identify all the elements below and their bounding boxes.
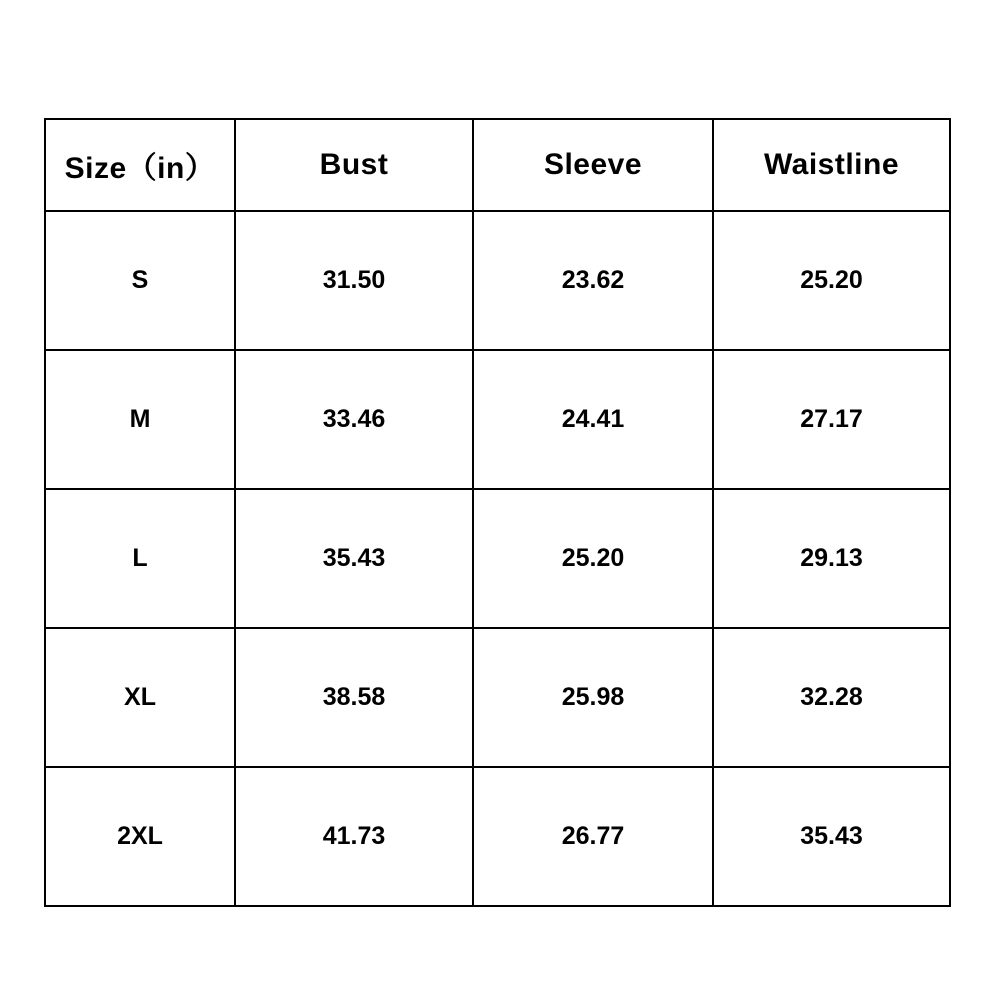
column-header-size: Size（in） (45, 119, 235, 211)
cell-size: L (45, 489, 235, 628)
table-header (45, 119, 950, 211)
table-row (45, 628, 950, 767)
cell-waistline: 35.43 (713, 767, 950, 906)
cell-sleeve: 26.77 (473, 767, 713, 906)
table-header-row (45, 119, 950, 211)
cell-sleeve: 24.41 (473, 350, 713, 489)
cell-waistline: 29.13 (713, 489, 950, 628)
cell-bust: 31.50 (235, 211, 473, 350)
cell-waistline: 32.28 (713, 628, 950, 767)
cell-size: 2XL (45, 767, 235, 906)
cell-size: S (45, 211, 235, 350)
cell-sleeve: 25.20 (473, 489, 713, 628)
table-body (45, 211, 950, 906)
cell-bust: 35.43 (235, 489, 473, 628)
column-header-bust: Bust (235, 119, 473, 211)
table-row (45, 211, 950, 350)
cell-waistline: 25.20 (713, 211, 950, 350)
table-row (45, 489, 950, 628)
size-chart-table (44, 118, 951, 907)
cell-sleeve: 23.62 (473, 211, 713, 350)
cell-bust: 41.73 (235, 767, 473, 906)
table-row (45, 350, 950, 489)
cell-bust: 33.46 (235, 350, 473, 489)
size-chart-table-wrapper (44, 118, 949, 883)
cell-sleeve: 25.98 (473, 628, 713, 767)
cell-size: M (45, 350, 235, 489)
cell-waistline: 27.17 (713, 350, 950, 489)
cell-size: XL (45, 628, 235, 767)
table-row (45, 767, 950, 906)
column-header-sleeve: Sleeve (473, 119, 713, 211)
column-header-waistline: Waistline (713, 119, 950, 211)
cell-bust: 38.58 (235, 628, 473, 767)
